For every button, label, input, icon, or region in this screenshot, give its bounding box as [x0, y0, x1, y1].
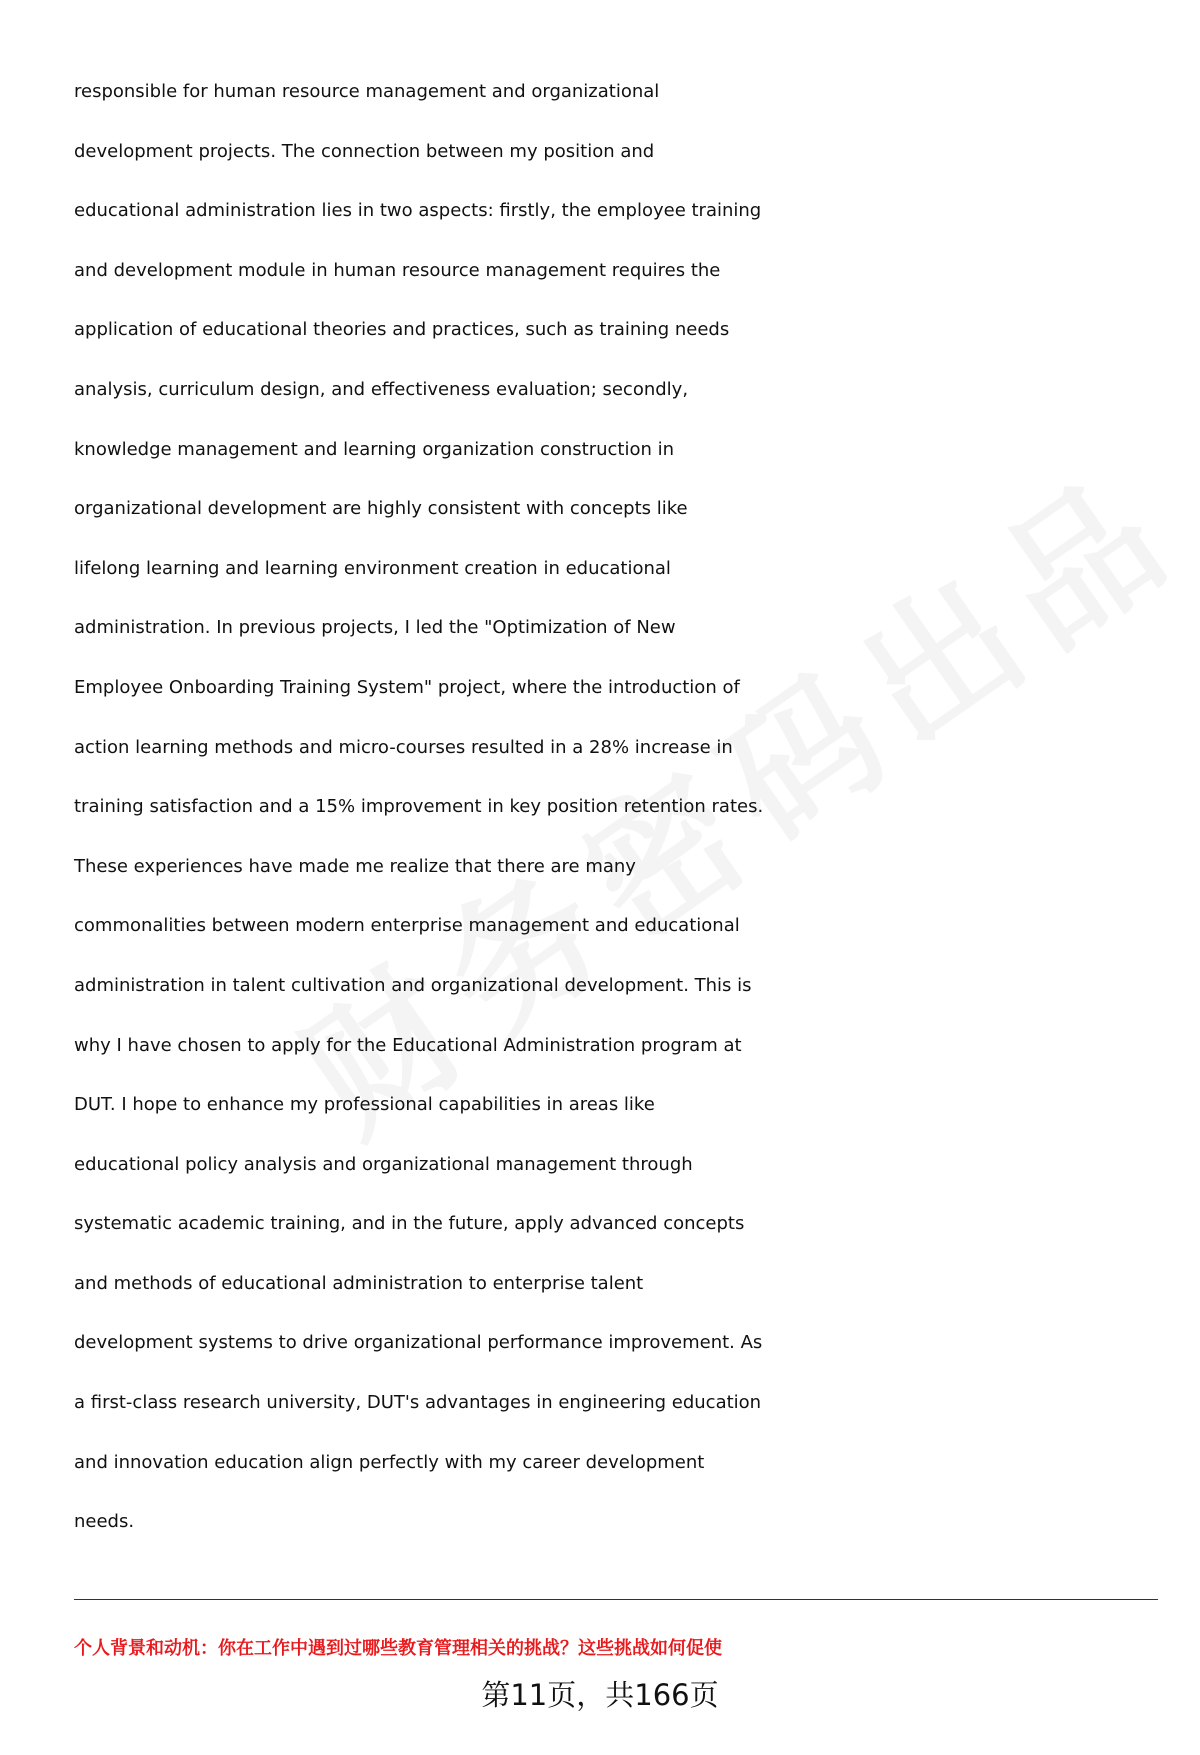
next-question-heading: 个人背景和动机：你在工作中遇到过哪些教育管理相关的挑战？这些挑战如何促使 [74, 1638, 722, 1659]
paragraph-line: lifelong learning and learning environment creation in educational [74, 557, 671, 579]
paragraph-line: a first-class research university, DUT's advantages in engineering education [74, 1392, 762, 1414]
paragraph-line: administration in talent cultivation and organizational development. This is [74, 974, 752, 996]
section-divider [74, 1599, 1158, 1600]
paragraph-line: responsible for human resource management and organizational [74, 81, 660, 102]
paragraph-line: These experiences have made me realize that there are many [74, 855, 636, 877]
paragraph-line: action learning methods and micro-courses resulted in a 28% increase in [74, 736, 733, 758]
paragraph-line: needs. [74, 1511, 135, 1533]
paragraph-line: and methods of educational administration to enterprise talent [74, 1272, 644, 1294]
paragraph-line: and innovation education align perfectly with my career development [74, 1451, 705, 1473]
paragraph-line: organizational development are highly consistent with concepts like [74, 498, 688, 520]
page-number: 第11页，共166页 [481, 1678, 719, 1712]
paragraph-line: application of educational theories and practices, such as training needs [74, 319, 730, 341]
paragraph-line: and development module in human resource management requires the [74, 259, 721, 281]
paragraph-line: why I have chosen to apply for the Educational Administration program at [74, 1034, 742, 1056]
paragraph-line: development systems to drive organizational performance improvement. As [74, 1332, 763, 1354]
paragraph-line: administration. In previous projects, I led the "Optimization of New [74, 617, 676, 639]
answer-paragraph [74, 62, 1164, 1552]
paragraph-line: systematic academic training, and in the future, apply advanced concepts [74, 1213, 745, 1235]
paragraph-line: analysis, curriculum design, and effectiveness evaluation; secondly, [74, 378, 689, 400]
paragraph-line: DUT. I hope to enhance my professional capabilities in areas like [74, 1094, 655, 1116]
paragraph-line: educational administration lies in two aspects: firstly, the employee training [74, 200, 762, 222]
paragraph-line: development projects. The connection between my position and [74, 140, 655, 162]
paragraph-line: commonalities between modern enterprise management and educational [74, 915, 740, 937]
paragraph-line: Employee Onboarding Training System" project, where the introduction of [74, 676, 740, 698]
paragraph-line: knowledge management and learning organization construction in [74, 438, 675, 460]
paragraph-line: educational policy analysis and organizational management through [74, 1153, 693, 1175]
paragraph-line: training satisfaction and a 15% improvement in key position retention rates. [74, 796, 764, 818]
